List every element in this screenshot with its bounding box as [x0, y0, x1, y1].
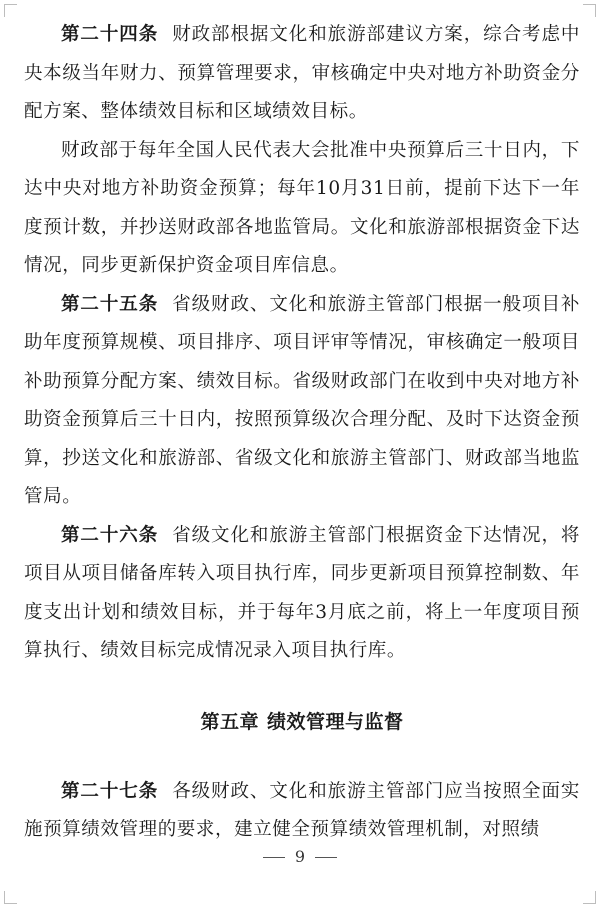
- paragraph-article-25: [24, 286, 580, 517]
- paragraph-article-24: [24, 16, 580, 132]
- paragraph-text: 财政部于每年全国人民代表大会批准中央预算后三十日内，下达中央对地方补助资金预算；每年10月31日前，提前下达下一年度预计数，并抄送财政部各地监管局。文化和旅游部根据资金下达情况，同步更新保护资金项目库信息。: [24, 139, 580, 276]
- page-corner-mark: [583, 891, 596, 904]
- page-footer: [0, 847, 600, 866]
- paragraph-article-27: [24, 773, 580, 850]
- article-number: 第二十七条: [61, 780, 159, 802]
- document-body: [24, 16, 580, 850]
- paragraph-text: 财政部根据文化和旅游部建议方案，综合考虑中央本级当年财力、预算管理要求，审核确定中央对地方补助资金分配方案、整体绩效目标和区域绩效目标。: [24, 24, 580, 122]
- article-number: 第二十四条: [61, 24, 159, 45]
- page-number: 9: [294, 847, 306, 866]
- page-corner-mark: [4, 4, 17, 17]
- paragraph-text: 各级财政、文化和旅游主管部门应当按照全面实施预算绩效管理的要求，建立健全预算绩效管理机制，对照绩: [24, 780, 580, 840]
- footer-dash: [315, 857, 337, 858]
- paragraph-text: 省级文化和旅游主管部门根据资金下达情况，将项目从项目储备库转入项目执行库，同步更新项目预算控制数、年度支出计划和绩效目标，并于每年3月底之前，将上一年度项目预算执行、绩效目标完成情况录入项目执行库。: [24, 524, 580, 661]
- article-number: 第二十五条: [61, 293, 159, 315]
- article-number: 第二十六条: [61, 524, 159, 546]
- paragraph-text: 省级财政、文化和旅游主管部门根据一般项目补助年度预算规模、项目排序、项目评审等情况，审核确定一般项目补助预算分配方案、绩效目标。省级财政部门在收到中央对地方补助资金预算后三十日内，按照预算级次合理分配、及时下达资金预算，抄送文化和旅游部、省级文化和旅游主管部门、财政部当地监管局。: [24, 293, 580, 507]
- chapter-title: 绩效管理与监督: [267, 710, 404, 733]
- page-corner-mark: [583, 4, 596, 17]
- paragraph-article-26: [24, 517, 580, 671]
- page-corner-mark: [4, 891, 17, 904]
- chapter-heading: [24, 705, 580, 739]
- chapter-number: 第五章: [200, 710, 259, 733]
- paragraph-continuation: [24, 132, 580, 286]
- footer-dash: [263, 857, 285, 858]
